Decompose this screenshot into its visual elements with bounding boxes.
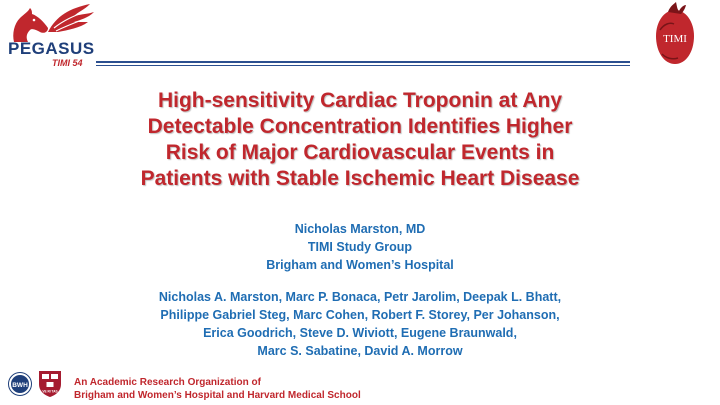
author-line: Nicholas A. Marston, Marc P. Bonaca, Petr Jarolim, Deepak L. Bhatt, — [158, 290, 562, 304]
harvard-shield-logo — [38, 370, 62, 398]
title-line: Detectable Concentration Identifies Higher — [147, 115, 573, 138]
pegasus-horse-icon — [4, 2, 104, 44]
bwh-logo-text: BWH — [12, 382, 28, 389]
author-line: Philippe Gabriel Steg, Marc Cohen, Robert F. Storey, Per Johanson, — [160, 308, 560, 322]
presenter-name: Nicholas Marston, MD — [294, 222, 426, 236]
presenter-block — [60, 220, 660, 274]
title-line: Risk of Major Cardiovascular Events in — [165, 141, 555, 164]
author-list — [60, 288, 660, 360]
timi-logo — [650, 2, 700, 66]
pegasus-logo — [4, 2, 104, 72]
footer-line-2: Brigham and Women’s Hospital and Harvard Medical School — [74, 390, 361, 401]
presenter-group: TIMI Study Group — [307, 240, 413, 254]
footer-affiliation — [74, 376, 361, 402]
header-rule — [96, 61, 630, 67]
slide-title — [60, 88, 660, 192]
bwh-logo — [8, 372, 32, 396]
presenter-institution: Brigham and Women’s Hospital — [266, 258, 454, 272]
pegasus-wordmark: PEGASUS — [8, 39, 95, 58]
author-line: Marc S. Sabatine, David A. Morrow — [257, 344, 463, 358]
pegasus-subtitle: TIMI 54 — [52, 58, 83, 68]
title-line: High-sensitivity Cardiac Troponin at Any — [157, 89, 563, 112]
title-line: Patients with Stable Ischemic Heart Disease — [140, 167, 580, 190]
harvard-motto: VE RI TAS — [42, 389, 58, 394]
timi-logo-text: TIMI — [663, 33, 687, 45]
author-line: Erica Goodrich, Steve D. Wiviott, Eugene Braunwald, — [203, 326, 517, 340]
footer-line-1: An Academic Research Organization of — [74, 377, 261, 388]
